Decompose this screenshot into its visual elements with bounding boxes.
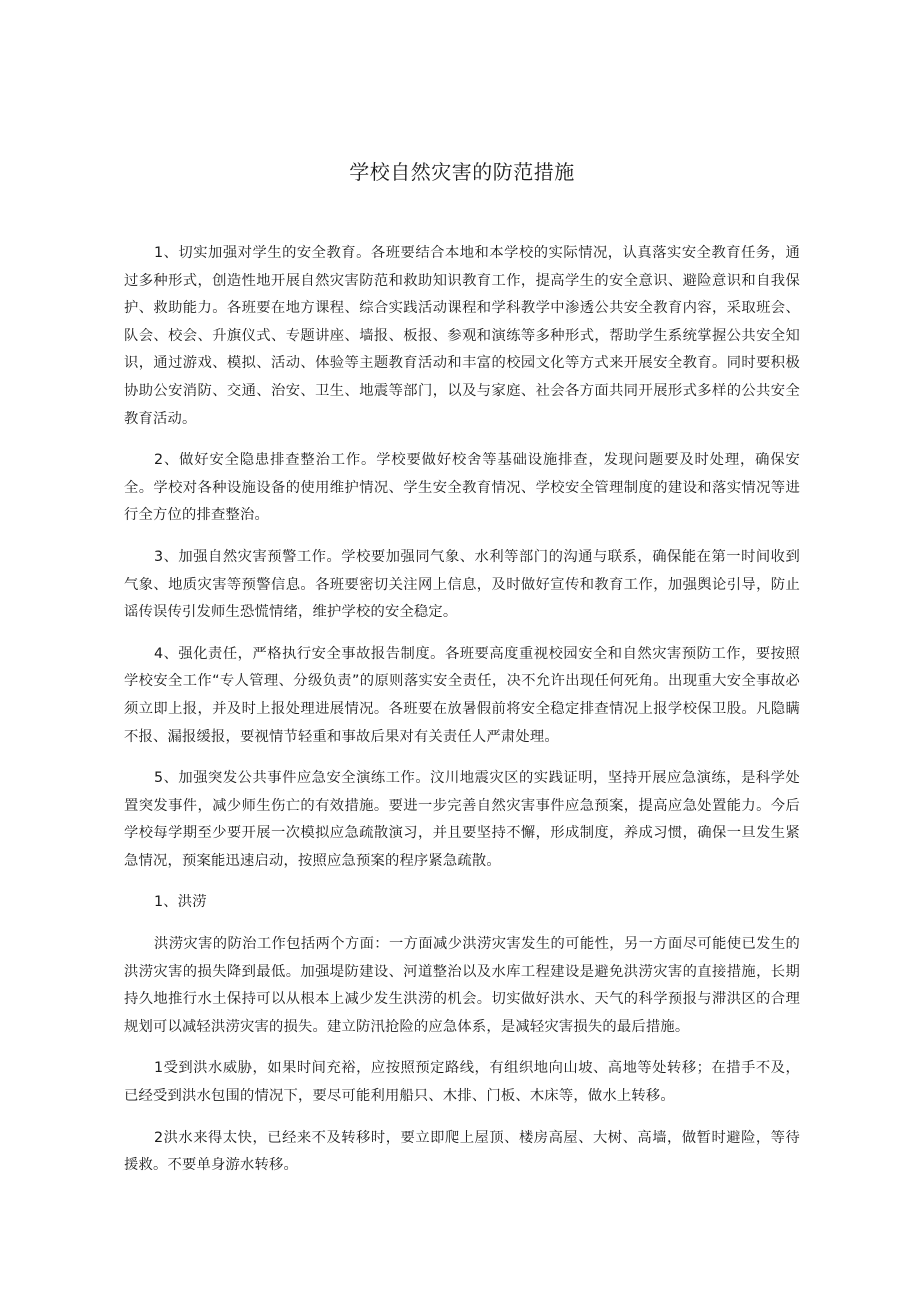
paragraph-hazard-inspection: 2、做好安全隐患排查整治工作。学校要做好校舍等基础设施排查，发现问题要及时处理，确保安全。学校对各种设施设备的使用维护情况、学生安全教育情况、学校安全管理制度的建设和落实情况等进行全方位的排查整治。 (124, 452, 800, 524)
paragraph-flood-evacuation: 1受到洪水威胁，如果时间充裕，应按照预定路线，有组织地向山坡、高地等处转移；在措手不及，已经受到洪水包围的情况下，要尽可能利用船只、木排、门板、木床等，做水上转移。 (124, 1060, 800, 1105)
paragraph-flood-prevention: 洪涝灾害的防治工作包括两个方面：一方面减少洪涝灾害发生的可能性，另一方面尽可能使已发生的洪涝灾害的损失降到最低。加强堤防建设、河道整治以及水库工程建设是避免洪涝灾害的直接措施，长期持久地推行水土保持可以从根本上减少发生洪涝的机会。切实做好洪水、天气的科学预报与滞洪区的合理规划可以减轻洪涝灾害的损失。建立防汛抢险的应急体系，是减轻灾害损失的最后措施。 (124, 936, 800, 1035)
paragraph-disaster-warning: 3、加强自然灾害预警工作。学校要加强同气象、水利等部门的沟通与联系，确保能在第一时间收到气象、地质灾害等预警信息。各班要密切关注网上信息，及时做好宣传和教育工作，加强舆论引导，防止谣传误传引发师生恐慌情绪，维护学校的安全稳定。 (124, 548, 800, 621)
section-heading-flood: 1、洪涝 (154, 894, 207, 911)
paragraph-accident-reporting: 4、强化责任，严格执行安全事故报告制度。各班要高度重视校园安全和自然灾害预防工作，要按照学校安全工作“专人管理、分级负责”的原则落实安全责任，决不允许出现任何死角。出现重大安全事故必须立即上报，并及时上报处理进展情况。各班要在放暑假前将安全稳定排查情况上报学校保卫股。凡隐瞒不报、漏报缓报，要视情节轻重和事故后果对有关责任人严肃处理。 (124, 645, 800, 745)
paragraph-safety-education: 1、切实加强对学生的安全教育。各班要结合本地和本学校的实际情况，认真落实安全教育任务，通过多种形式，创造性地开展自然灾害防范和救助知识教育工作，提高学生的安全意识、避险意识和自我保护、救助能力。各班要在地方课程、综合实践活动课程和学科教学中渗透公共安全教育内容，采取班会、队会、校会、升旗仪式、专题讲座、墙报、板报、参观和演练等多种形式，帮助学生系统掌握公共安全知识，通过游戏、模拟、活动、体验等主题教育活动和丰富的校园文化等方式来开展安全教育。同时要积极协助公安消防、交通、治安、卫生、地震等部门，以及与家庭、社会各方面共同开展形式多样的公共安全教育活动。 (124, 245, 800, 427)
paragraph-flood-shelter: 2洪水来得太快，已经来不及转移时，要立即爬上屋顶、楼房高屋、大树、高墙，做暂时避险，等待援救。不要单身游水转移。 (124, 1129, 800, 1174)
document-body (124, 240, 800, 1194)
document-title: 学校自然灾害的防范措施 (349, 160, 575, 184)
paragraph-emergency-drills: 5、加强突发公共事件应急安全演练工作。汶川地震灾区的实践证明，坚持开展应急演练，是科学处置突发事件，减少师生伤亡的有效措施。要进一步完善自然灾害事件应急预案，提高应急处置能力。今后学校每学期至少要开展一次模拟应急疏散演习，并且要坚持不懈，形成制度，养成习惯，确保一旦发生紧急情况，预案能迅速启动，按照应急预案的程序紧急疏散。 (124, 770, 800, 869)
